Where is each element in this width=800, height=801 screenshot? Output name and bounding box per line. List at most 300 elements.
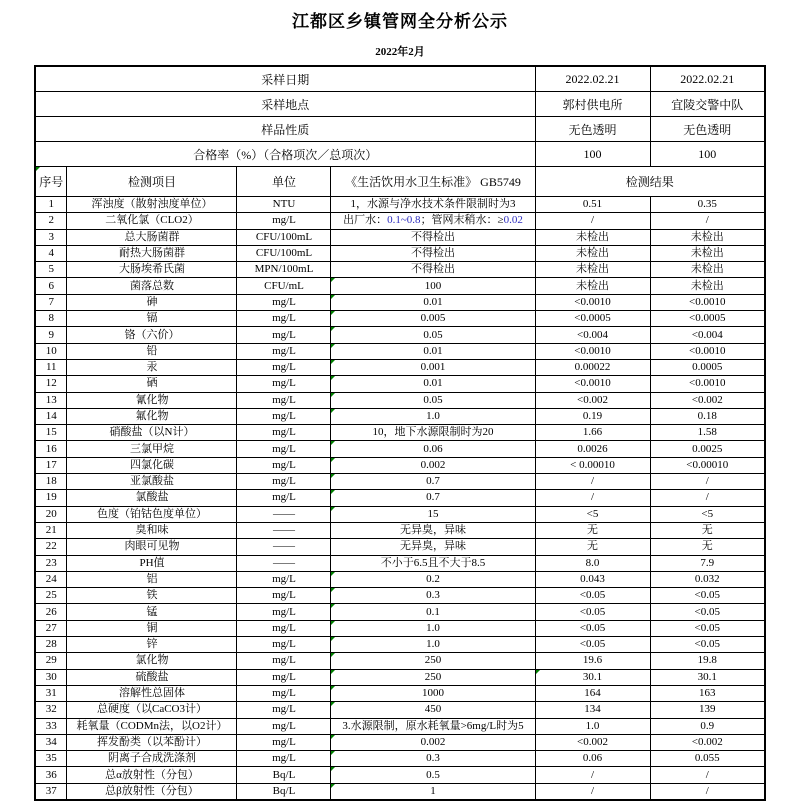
info-label: 样品性质 — [35, 117, 535, 142]
seq-cell: 25 — [35, 588, 67, 604]
result-cell-2: 无 — [650, 522, 765, 538]
result-cell-2: <0.0005 — [650, 311, 765, 327]
result-cell-1: 未检出 — [535, 229, 650, 245]
standard-cell: 1.0 — [331, 620, 535, 636]
standard-cell: 0.002 — [331, 734, 535, 750]
col-header-unit: 单位 — [237, 167, 331, 197]
standard-cell: 不小于6.5且不大于8.5 — [331, 555, 535, 571]
standard-cell: 250 — [331, 669, 535, 685]
cell-marker-icon — [331, 637, 335, 641]
item-cell: 三氯甲烷 — [67, 441, 237, 457]
seq-cell: 22 — [35, 539, 67, 555]
result-cell-2: 139 — [650, 702, 765, 718]
standard-cell: 250 — [331, 653, 535, 669]
standard-cell: 0.7 — [331, 474, 535, 490]
table-row — [35, 539, 765, 555]
seq-cell: 36 — [35, 767, 67, 783]
cell-marker-icon — [331, 327, 335, 331]
standard-cell: 1 — [331, 783, 535, 800]
result-cell-1: <0.002 — [535, 392, 650, 408]
seq-cell: 12 — [35, 376, 67, 392]
table-row — [35, 474, 765, 490]
info-value-1: 无色透明 — [535, 117, 650, 142]
info-row — [35, 142, 765, 167]
seq-cell: 21 — [35, 522, 67, 538]
seq-cell: 4 — [35, 245, 67, 261]
standard-cell: 0.3 — [331, 588, 535, 604]
result-cell-1: 8.0 — [535, 555, 650, 571]
standard-cell: 0.01 — [331, 343, 535, 359]
cell-marker-icon — [36, 167, 40, 171]
result-cell-1: <0.05 — [535, 588, 650, 604]
result-cell-2: 19.8 — [650, 653, 765, 669]
seq-cell: 6 — [35, 278, 67, 294]
standard-cell: 1，水源与净水技术条件限制时为3 — [331, 197, 535, 213]
result-cell-2: <0.00010 — [650, 457, 765, 473]
table-row — [35, 213, 765, 229]
info-row — [35, 66, 765, 92]
item-cell: 总大肠菌群 — [67, 229, 237, 245]
result-cell-2: <0.05 — [650, 588, 765, 604]
standard-cell: 0.7 — [331, 490, 535, 506]
result-cell-2: 0.35 — [650, 197, 765, 213]
cell-marker-icon — [331, 490, 335, 494]
seq-cell: 35 — [35, 751, 67, 767]
table-row — [35, 359, 765, 375]
item-cell: 耗氧量（CODMn法，以O2计） — [67, 718, 237, 734]
standard-cell: 0.001 — [331, 359, 535, 375]
info-label: 合格率（%）（合格项次／总项次） — [35, 142, 535, 167]
table-row — [35, 408, 765, 424]
col-header-standard: 《生活饮用水卫生标准》 GB5749 — [331, 167, 535, 197]
item-cell: 亚氯酸盐 — [67, 474, 237, 490]
table-row — [35, 588, 765, 604]
standard-cell: 3.水源限制，原水耗氧量>6mg/L时为5 — [331, 718, 535, 734]
standard-cell: 0.005 — [331, 311, 535, 327]
item-cell: 总硬度（以CaCO3计） — [67, 702, 237, 718]
cell-marker-icon — [331, 360, 335, 364]
unit-cell: mg/L — [237, 474, 331, 490]
seq-cell: 34 — [35, 734, 67, 750]
unit-cell: mg/L — [237, 359, 331, 375]
result-cell-2: <0.0010 — [650, 294, 765, 310]
standard-text: 出厂水： — [343, 214, 388, 227]
info-value-2: 无色透明 — [650, 117, 765, 142]
item-cell: 硝酸盐（以N计） — [67, 425, 237, 441]
table-row — [35, 245, 765, 261]
col-header-item: 检测项目 — [67, 167, 237, 197]
result-cell-2: 无 — [650, 539, 765, 555]
item-cell: 总α放射性（分包） — [67, 767, 237, 783]
result-cell-1: 19.6 — [535, 653, 650, 669]
result-cell-1: <0.0005 — [535, 311, 650, 327]
cell-marker-icon — [331, 295, 335, 299]
unit-cell: mg/L — [237, 702, 331, 718]
standard-cell: 450 — [331, 702, 535, 718]
unit-cell: —— — [237, 522, 331, 538]
table-row — [35, 441, 765, 457]
cell-marker-icon — [331, 572, 335, 576]
result-cell-2: 0.0005 — [650, 359, 765, 375]
unit-cell: mg/L — [237, 669, 331, 685]
result-cell-1: 未检出 — [535, 245, 650, 261]
cell-marker-icon — [331, 474, 335, 478]
analysis-table — [34, 65, 766, 801]
seq-cell: 20 — [35, 506, 67, 522]
seq-cell: 8 — [35, 311, 67, 327]
info-label: 采样地点 — [35, 92, 535, 117]
item-cell: 铅 — [67, 343, 237, 359]
table-row — [35, 767, 765, 783]
table-row — [35, 311, 765, 327]
standard-cell: 不得检出 — [331, 229, 535, 245]
standard-cell: 0.5 — [331, 767, 535, 783]
cell-marker-icon — [331, 686, 335, 690]
unit-cell: mg/L — [237, 571, 331, 587]
result-cell-2: 0.055 — [650, 751, 765, 767]
result-cell-2: 1.58 — [650, 425, 765, 441]
standard-cell: 100 — [331, 278, 535, 294]
cell-marker-icon — [331, 604, 335, 608]
result-cell-2: <0.0010 — [650, 343, 765, 359]
seq-cell: 32 — [35, 702, 67, 718]
unit-cell: NTU — [237, 197, 331, 213]
cell-marker-icon — [331, 751, 335, 755]
item-cell: 氯化物 — [67, 653, 237, 669]
seq-cell: 26 — [35, 604, 67, 620]
seq-cell: 28 — [35, 637, 67, 653]
result-cell-1: 无 — [535, 539, 650, 555]
result-cell-1: <0.05 — [535, 604, 650, 620]
cell-marker-icon — [331, 376, 335, 380]
unit-cell: mg/L — [237, 653, 331, 669]
item-cell: 菌落总数 — [67, 278, 237, 294]
standard-cell: 0.05 — [331, 392, 535, 408]
unit-cell: mg/L — [237, 392, 331, 408]
table-row — [35, 506, 765, 522]
seq-cell: 24 — [35, 571, 67, 587]
col-header-seq-label: 序号 — [39, 175, 64, 189]
unit-cell: Bq/L — [237, 783, 331, 800]
result-cell-2: <5 — [650, 506, 765, 522]
result-cell-1: 未检出 — [535, 262, 650, 278]
unit-cell: mg/L — [237, 734, 331, 750]
table-row — [35, 522, 765, 538]
cell-marker-icon — [331, 507, 335, 511]
table-row — [35, 262, 765, 278]
unit-cell: mg/L — [237, 343, 331, 359]
standard-cell — [331, 213, 535, 229]
table-row — [35, 637, 765, 653]
standard-cell: 无异臭，异味 — [331, 539, 535, 555]
item-cell: 氯酸盐 — [67, 490, 237, 506]
report-month: 2022年2月 — [375, 46, 425, 58]
item-cell: 氰化物 — [67, 392, 237, 408]
unit-cell: mg/L — [237, 490, 331, 506]
table-row — [35, 229, 765, 245]
seq-cell: 13 — [35, 392, 67, 408]
result-cell-1: 0.19 — [535, 408, 650, 424]
result-cell-2: 0.0025 — [650, 441, 765, 457]
item-cell: 浑浊度（散射浊度单位） — [67, 197, 237, 213]
result-cell-2: / — [650, 474, 765, 490]
standard-cell: 15 — [331, 506, 535, 522]
result-cell-1: 164 — [535, 685, 650, 701]
table-row — [35, 751, 765, 767]
cell-marker-icon — [331, 735, 335, 739]
result-cell-1: / — [535, 767, 650, 783]
info-value-2: 100 — [650, 142, 765, 167]
cell-marker-icon — [331, 409, 335, 413]
seq-cell: 31 — [35, 685, 67, 701]
result-cell-1: <0.05 — [535, 637, 650, 653]
item-cell: 硫酸盐 — [67, 669, 237, 685]
result-cell-1: 未检出 — [535, 278, 650, 294]
result-cell-1: <0.0010 — [535, 343, 650, 359]
seq-cell: 23 — [35, 555, 67, 571]
result-cell-1: 1.66 — [535, 425, 650, 441]
table-row — [35, 653, 765, 669]
result-cell-2: 7.9 — [650, 555, 765, 571]
result-cell-1: / — [535, 783, 650, 800]
unit-cell: CFU/mL — [237, 278, 331, 294]
standard-text: ；管网末稍水：≥ — [420, 214, 504, 227]
standard-cell: 0.002 — [331, 457, 535, 473]
item-cell: 铝 — [67, 571, 237, 587]
item-cell: 四氯化碳 — [67, 457, 237, 473]
standard-cell: 1000 — [331, 685, 535, 701]
table-row — [35, 669, 765, 685]
result-cell-2: <0.05 — [650, 604, 765, 620]
info-row — [35, 92, 765, 117]
result-cell-2: 0.9 — [650, 718, 765, 734]
item-cell: 耐热大肠菌群 — [67, 245, 237, 261]
result-cell-2: / — [650, 213, 765, 229]
seq-cell: 16 — [35, 441, 67, 457]
item-cell: 肉眼可见物 — [67, 539, 237, 555]
result-cell-1: 0.043 — [535, 571, 650, 587]
unit-cell: mg/L — [237, 294, 331, 310]
info-value-1: 2022.02.21 — [535, 66, 650, 92]
result-cell-1: < 0.00010 — [535, 457, 650, 473]
unit-cell: mg/L — [237, 327, 331, 343]
result-cell-2: 0.032 — [650, 571, 765, 587]
cell-marker-icon — [331, 458, 335, 462]
item-cell: 铁 — [67, 588, 237, 604]
seq-cell: 7 — [35, 294, 67, 310]
result-cell-1: 0.51 — [535, 197, 650, 213]
result-cell-2: / — [650, 490, 765, 506]
unit-cell: —— — [237, 506, 331, 522]
standard-cell: 0.01 — [331, 376, 535, 392]
item-cell: 臭和味 — [67, 522, 237, 538]
info-value-2: 2022.02.21 — [650, 66, 765, 92]
result-cell-1: / — [535, 213, 650, 229]
seq-cell: 11 — [35, 359, 67, 375]
result-cell-1: 无 — [535, 522, 650, 538]
table-row — [35, 604, 765, 620]
result-cell-1: <0.0010 — [535, 376, 650, 392]
unit-cell: mg/L — [237, 457, 331, 473]
cell-marker-icon — [331, 621, 335, 625]
unit-cell: CFU/100mL — [237, 229, 331, 245]
result-cell-1: <5 — [535, 506, 650, 522]
info-value-1: 100 — [535, 142, 650, 167]
table-row — [35, 278, 765, 294]
result-cell-2: 未检出 — [650, 245, 765, 261]
table-row — [35, 294, 765, 310]
result-cell-2: / — [650, 783, 765, 800]
unit-cell: mg/L — [237, 376, 331, 392]
seq-cell: 10 — [35, 343, 67, 359]
result-cell-2: <0.002 — [650, 392, 765, 408]
standard-cell: 0.3 — [331, 751, 535, 767]
seq-cell: 33 — [35, 718, 67, 734]
standard-cell: 1.0 — [331, 637, 535, 653]
col-header-seq — [35, 167, 67, 197]
result-cell-1: 134 — [535, 702, 650, 718]
table-row — [35, 343, 765, 359]
seq-cell: 27 — [35, 620, 67, 636]
unit-cell: mg/L — [237, 441, 331, 457]
item-cell: 铬（六价） — [67, 327, 237, 343]
seq-cell: 19 — [35, 490, 67, 506]
table-row — [35, 490, 765, 506]
cell-marker-icon — [331, 653, 335, 657]
table-row — [35, 571, 765, 587]
table-row — [35, 327, 765, 343]
unit-cell: mg/L — [237, 620, 331, 636]
table-row — [35, 620, 765, 636]
standard-cell: 1.0 — [331, 408, 535, 424]
standard-value-highlight: 0.02 — [503, 214, 523, 227]
result-cell-2: 30.1 — [650, 669, 765, 685]
seq-cell: 2 — [35, 213, 67, 229]
table-row — [35, 734, 765, 750]
item-cell: 锰 — [67, 604, 237, 620]
table-row — [35, 197, 765, 213]
cell-marker-icon — [331, 702, 335, 706]
result-cell-1: / — [535, 474, 650, 490]
item-cell: 色度（铂钴色度单位） — [67, 506, 237, 522]
seq-cell: 14 — [35, 408, 67, 424]
standard-value-highlight: 0.1~0.8 — [387, 214, 421, 227]
table-row — [35, 457, 765, 473]
result-cell-2: 未检出 — [650, 278, 765, 294]
table-row — [35, 555, 765, 571]
unit-cell: Bq/L — [237, 767, 331, 783]
result-cell-2: <0.05 — [650, 637, 765, 653]
page-title: 江都区乡镇管网全分析公示 — [292, 12, 508, 31]
cell-marker-icon — [331, 588, 335, 592]
data-section — [35, 197, 765, 800]
unit-cell: —— — [237, 539, 331, 555]
standard-cell: 0.1 — [331, 604, 535, 620]
unit-cell: mg/L — [237, 751, 331, 767]
item-cell: 总β放射性（分包） — [67, 783, 237, 800]
col-header-result: 检测结果 — [535, 167, 765, 197]
table-row — [35, 685, 765, 701]
unit-cell: mg/L — [237, 311, 331, 327]
unit-cell: mg/L — [237, 604, 331, 620]
result-cell-2: 0.18 — [650, 408, 765, 424]
table-row — [35, 425, 765, 441]
item-cell: 二氧化氯（CLO2） — [67, 213, 237, 229]
item-cell: 镉 — [67, 311, 237, 327]
standard-cell: 0.01 — [331, 294, 535, 310]
item-cell: PH值 — [67, 555, 237, 571]
result-cell-1: 0.06 — [535, 751, 650, 767]
cell-marker-icon — [331, 441, 335, 445]
cell-marker-icon — [331, 278, 335, 282]
item-cell: 阴离子合成洗涤剂 — [67, 751, 237, 767]
seq-cell: 3 — [35, 229, 67, 245]
standard-cell: 不得检出 — [331, 245, 535, 261]
unit-cell: mg/L — [237, 588, 331, 604]
cell-marker-icon — [331, 767, 335, 771]
seq-cell: 9 — [35, 327, 67, 343]
result-cell-1: 1.0 — [535, 718, 650, 734]
cell-marker-icon — [331, 784, 335, 788]
item-cell: 硒 — [67, 376, 237, 392]
result-cell-1: / — [535, 490, 650, 506]
info-value-1: 郭村供电所 — [535, 92, 650, 117]
result-cell-2: <0.004 — [650, 327, 765, 343]
standard-cell: 无异臭，异味 — [331, 522, 535, 538]
unit-cell: mg/L — [237, 637, 331, 653]
standard-cell: 0.05 — [331, 327, 535, 343]
cell-marker-icon — [331, 311, 335, 315]
item-cell: 氟化物 — [67, 408, 237, 424]
result-cell-2: <0.002 — [650, 734, 765, 750]
unit-cell: MPN/100mL — [237, 262, 331, 278]
table-row — [35, 718, 765, 734]
table-row — [35, 376, 765, 392]
result-cell-1: 0.0026 — [535, 441, 650, 457]
item-cell: 溶解性总固体 — [67, 685, 237, 701]
standard-cell: 0.06 — [331, 441, 535, 457]
result-cell-2: <0.0010 — [650, 376, 765, 392]
result-cell-2: 163 — [650, 685, 765, 701]
standard-cell: 0.2 — [331, 571, 535, 587]
unit-cell: mg/L — [237, 408, 331, 424]
seq-cell: 30 — [35, 669, 67, 685]
result-cell-2: <0.05 — [650, 620, 765, 636]
cell-marker-icon — [331, 344, 335, 348]
result-cell-2: 未检出 — [650, 229, 765, 245]
item-cell: 铜 — [67, 620, 237, 636]
seq-cell: 17 — [35, 457, 67, 473]
cell-marker-icon — [331, 393, 335, 397]
result-cell-2: 未检出 — [650, 262, 765, 278]
seq-cell: 1 — [35, 197, 67, 213]
result-cell-1: 0.00022 — [535, 359, 650, 375]
info-value-2: 宜陵交警中队 — [650, 92, 765, 117]
result-cell-1: <0.002 — [535, 734, 650, 750]
standard-cell: 10，地下水源限制时为20 — [331, 425, 535, 441]
item-cell: 砷 — [67, 294, 237, 310]
unit-cell: mg/L — [237, 718, 331, 734]
info-label: 采样日期 — [35, 66, 535, 92]
cell-marker-icon — [331, 670, 335, 674]
result-cell-1: 30.1 — [535, 669, 650, 685]
seq-cell: 37 — [35, 783, 67, 800]
seq-cell: 5 — [35, 262, 67, 278]
unit-cell: —— — [237, 555, 331, 571]
result-cell-1: <0.0010 — [535, 294, 650, 310]
item-cell: 汞 — [67, 359, 237, 375]
standard-cell: 不得检出 — [331, 262, 535, 278]
